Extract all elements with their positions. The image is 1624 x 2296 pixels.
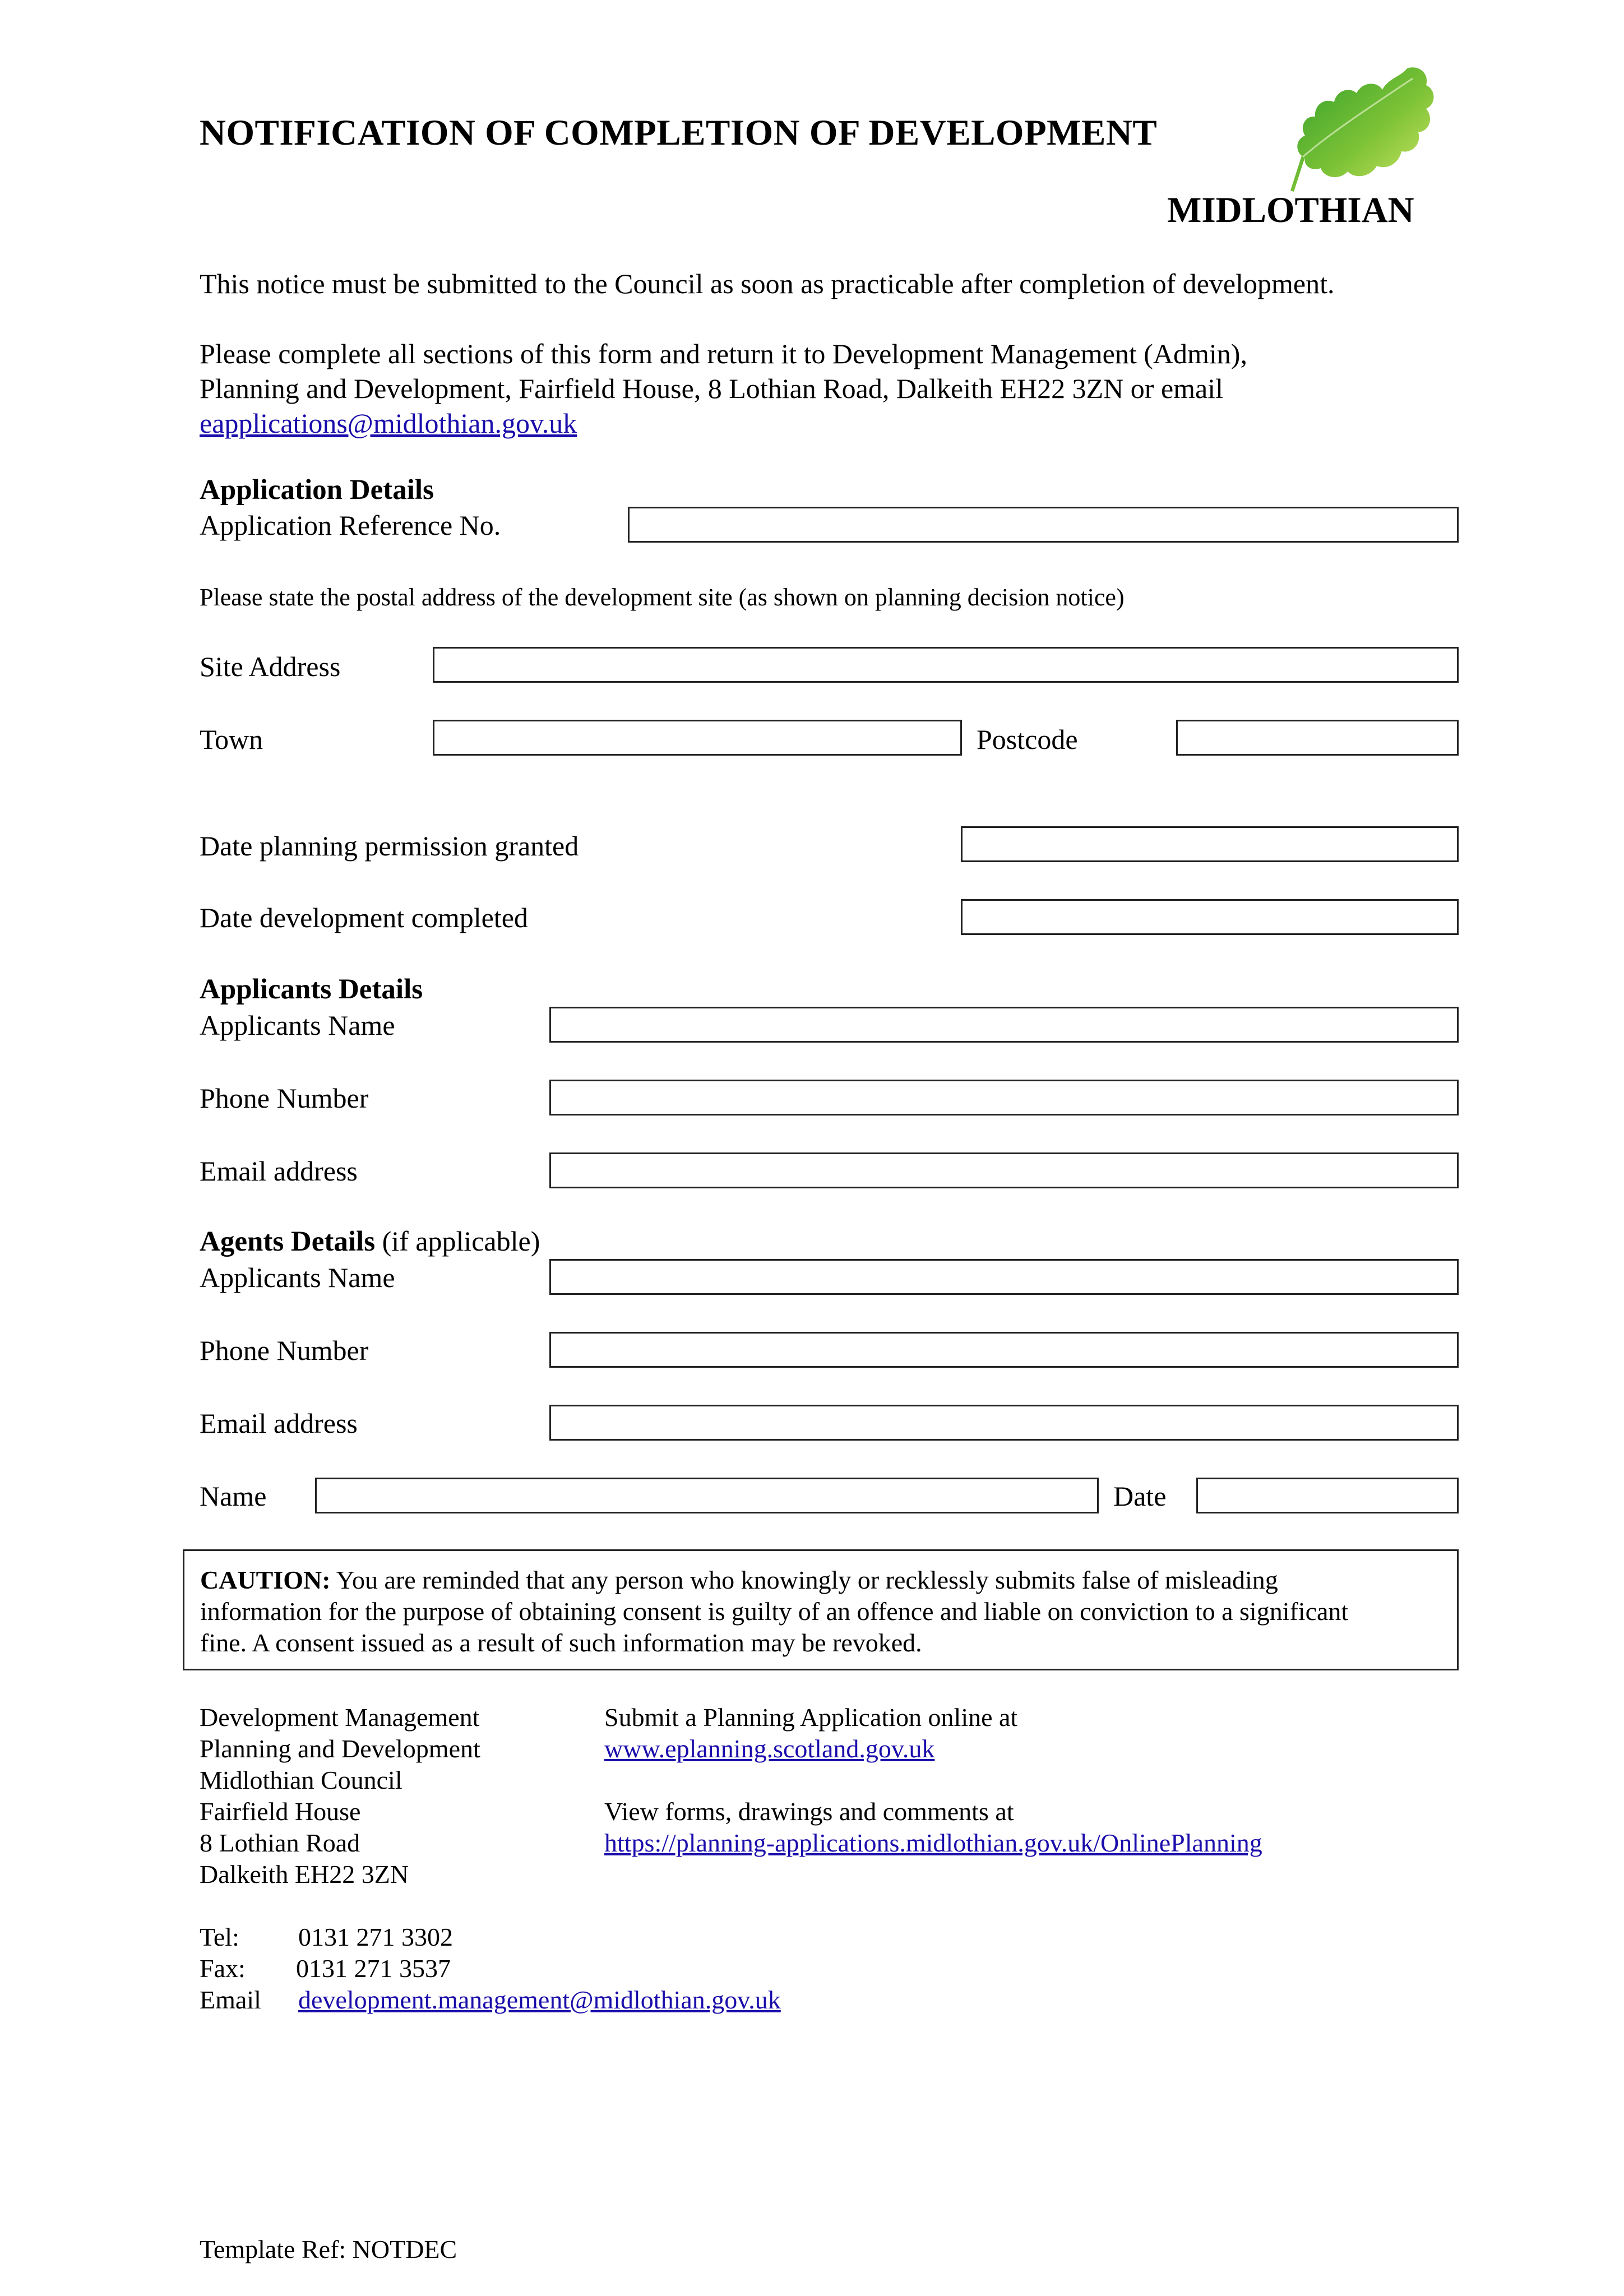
site-address-input[interactable] [434, 649, 1457, 681]
permission-granted-input[interactable] [963, 828, 1457, 860]
signature-name-input[interactable] [317, 1479, 1097, 1512]
signature-date-input[interactable] [1198, 1479, 1457, 1512]
applicant-name-label: Applicants Name [200, 1010, 395, 1041]
caution-line-1 [200, 1564, 1441, 1596]
applicant-name-field[interactable] [549, 1007, 1459, 1043]
agent-email-field[interactable] [549, 1405, 1459, 1441]
council-address [200, 1702, 480, 1890]
development-completed-field[interactable] [961, 899, 1459, 935]
agents-heading-suffix: (if applicable) [375, 1225, 540, 1257]
application-details-heading: Application Details [200, 474, 434, 506]
application-ref-field[interactable] [628, 507, 1459, 543]
agent-email-input[interactable] [551, 1406, 1457, 1439]
caution-text-1: You are reminded that any person who knowingly or recklessly submits false of misleading [330, 1566, 1278, 1594]
caution-line-3: fine. A consent issued as a result of such information may be revoked. [200, 1628, 922, 1657]
online-planning-link[interactable]: https://planning-applications.midlothian.gov.uk/OnlinePlanning [604, 1829, 1262, 1857]
signature-name-field[interactable] [315, 1478, 1099, 1513]
town-input[interactable] [434, 721, 960, 754]
application-ref-label: Application Reference No. [200, 510, 501, 541]
town-field[interactable] [433, 720, 962, 756]
address-line: Development Management [200, 1703, 480, 1732]
agent-phone-label: Phone Number [200, 1335, 369, 1366]
council-name: MIDLOTHIAN [1167, 190, 1414, 230]
address-line: Midlothian Council [200, 1766, 402, 1794]
signature-name-label: Name [200, 1480, 267, 1512]
site-address-field[interactable] [433, 647, 1459, 683]
instructions-line-2: Planning and Development, Fairfield House, 8 Lothian Road, Dalkeith EH22 3ZN or email [200, 373, 1224, 404]
applicant-phone-input[interactable] [551, 1081, 1457, 1114]
contact-details [200, 1922, 781, 2016]
applicant-email-input[interactable] [551, 1154, 1457, 1187]
tel-row [200, 1922, 781, 1953]
eapplications-email-link[interactable]: eapplications@midlothian.gov.uk [200, 408, 577, 439]
agent-name-label: Applicants Name [200, 1262, 395, 1293]
permission-granted-field[interactable] [961, 826, 1459, 862]
tel-label: Tel: [200, 1923, 239, 1951]
applicant-email-label: Email address [200, 1155, 358, 1187]
eplanning-link[interactable]: www.eplanning.scotland.gov.uk [604, 1734, 935, 1763]
caution-line-2: information for the purpose of obtaining consent is guilty of an offence and liable on conviction to a significant [200, 1597, 1349, 1626]
applicant-phone-label: Phone Number [200, 1082, 369, 1114]
town-label: Town [200, 724, 263, 755]
applicant-email-field[interactable] [549, 1152, 1459, 1188]
postcode-input[interactable] [1178, 721, 1457, 754]
address-prompt: Please state the postal address of the development site (as shown on planning decision notice) [200, 584, 1125, 611]
template-ref: Template Ref: NOTDEC [200, 2235, 457, 2263]
address-line: 8 Lothian Road [200, 1829, 360, 1857]
signature-date-label: Date [1113, 1480, 1167, 1512]
agents-heading-bold: Agents Details [200, 1226, 376, 1257]
signature-date-field[interactable] [1196, 1478, 1459, 1513]
oak-leaf-icon [1289, 62, 1441, 196]
online-links [604, 1702, 1262, 1859]
postcode-label: Postcode [977, 724, 1078, 755]
agent-phone-field[interactable] [549, 1332, 1459, 1368]
application-ref-input[interactable] [630, 508, 1457, 541]
site-address-label: Site Address [200, 651, 341, 682]
view-forms-text: View forms, drawings and comments at [604, 1797, 1014, 1826]
address-line: Dalkeith EH22 3ZN [200, 1860, 409, 1888]
applicants-details-heading: Applicants Details [200, 974, 423, 1005]
applicant-phone-field[interactable] [549, 1080, 1459, 1115]
agent-email-label: Email address [200, 1408, 358, 1439]
submission-notice: This notice must be submitted to the Council as soon as practicable after completion of development. [200, 268, 1335, 299]
fax-value: 0131 271 3537 [296, 1954, 451, 1983]
permission-granted-label: Date planning permission granted [200, 830, 579, 862]
email-label: Email [200, 1985, 261, 2014]
postcode-field[interactable] [1176, 720, 1459, 756]
address-line: Fairfield House [200, 1797, 361, 1826]
agents-details-heading [200, 1225, 540, 1258]
address-line: Planning and Development [200, 1734, 480, 1763]
agent-name-field[interactable] [549, 1259, 1459, 1295]
email-row [200, 1984, 781, 2016]
agent-name-input[interactable] [551, 1261, 1457, 1293]
fax-label: Fax: [200, 1954, 246, 1983]
caution-label: CAUTION: [200, 1566, 331, 1594]
agent-phone-input[interactable] [551, 1334, 1457, 1366]
development-completed-label: Date development completed [200, 902, 528, 933]
instructions [200, 336, 1478, 441]
page-title: NOTIFICATION OF COMPLETION OF DEVELOPMENT [200, 113, 1158, 153]
tel-value: 0131 271 3302 [298, 1923, 453, 1951]
applicant-name-input[interactable] [551, 1008, 1457, 1041]
development-completed-input[interactable] [963, 901, 1457, 933]
fax-row [200, 1953, 781, 1984]
caution-box [183, 1549, 1459, 1670]
submit-online-text: Submit a Planning Application online at [604, 1703, 1018, 1732]
instructions-line-1: Please complete all sections of this form and return it to Development Management (Admin), [200, 338, 1247, 369]
development-management-email-link[interactable]: development.management@midlothian.gov.uk [298, 1985, 781, 2014]
